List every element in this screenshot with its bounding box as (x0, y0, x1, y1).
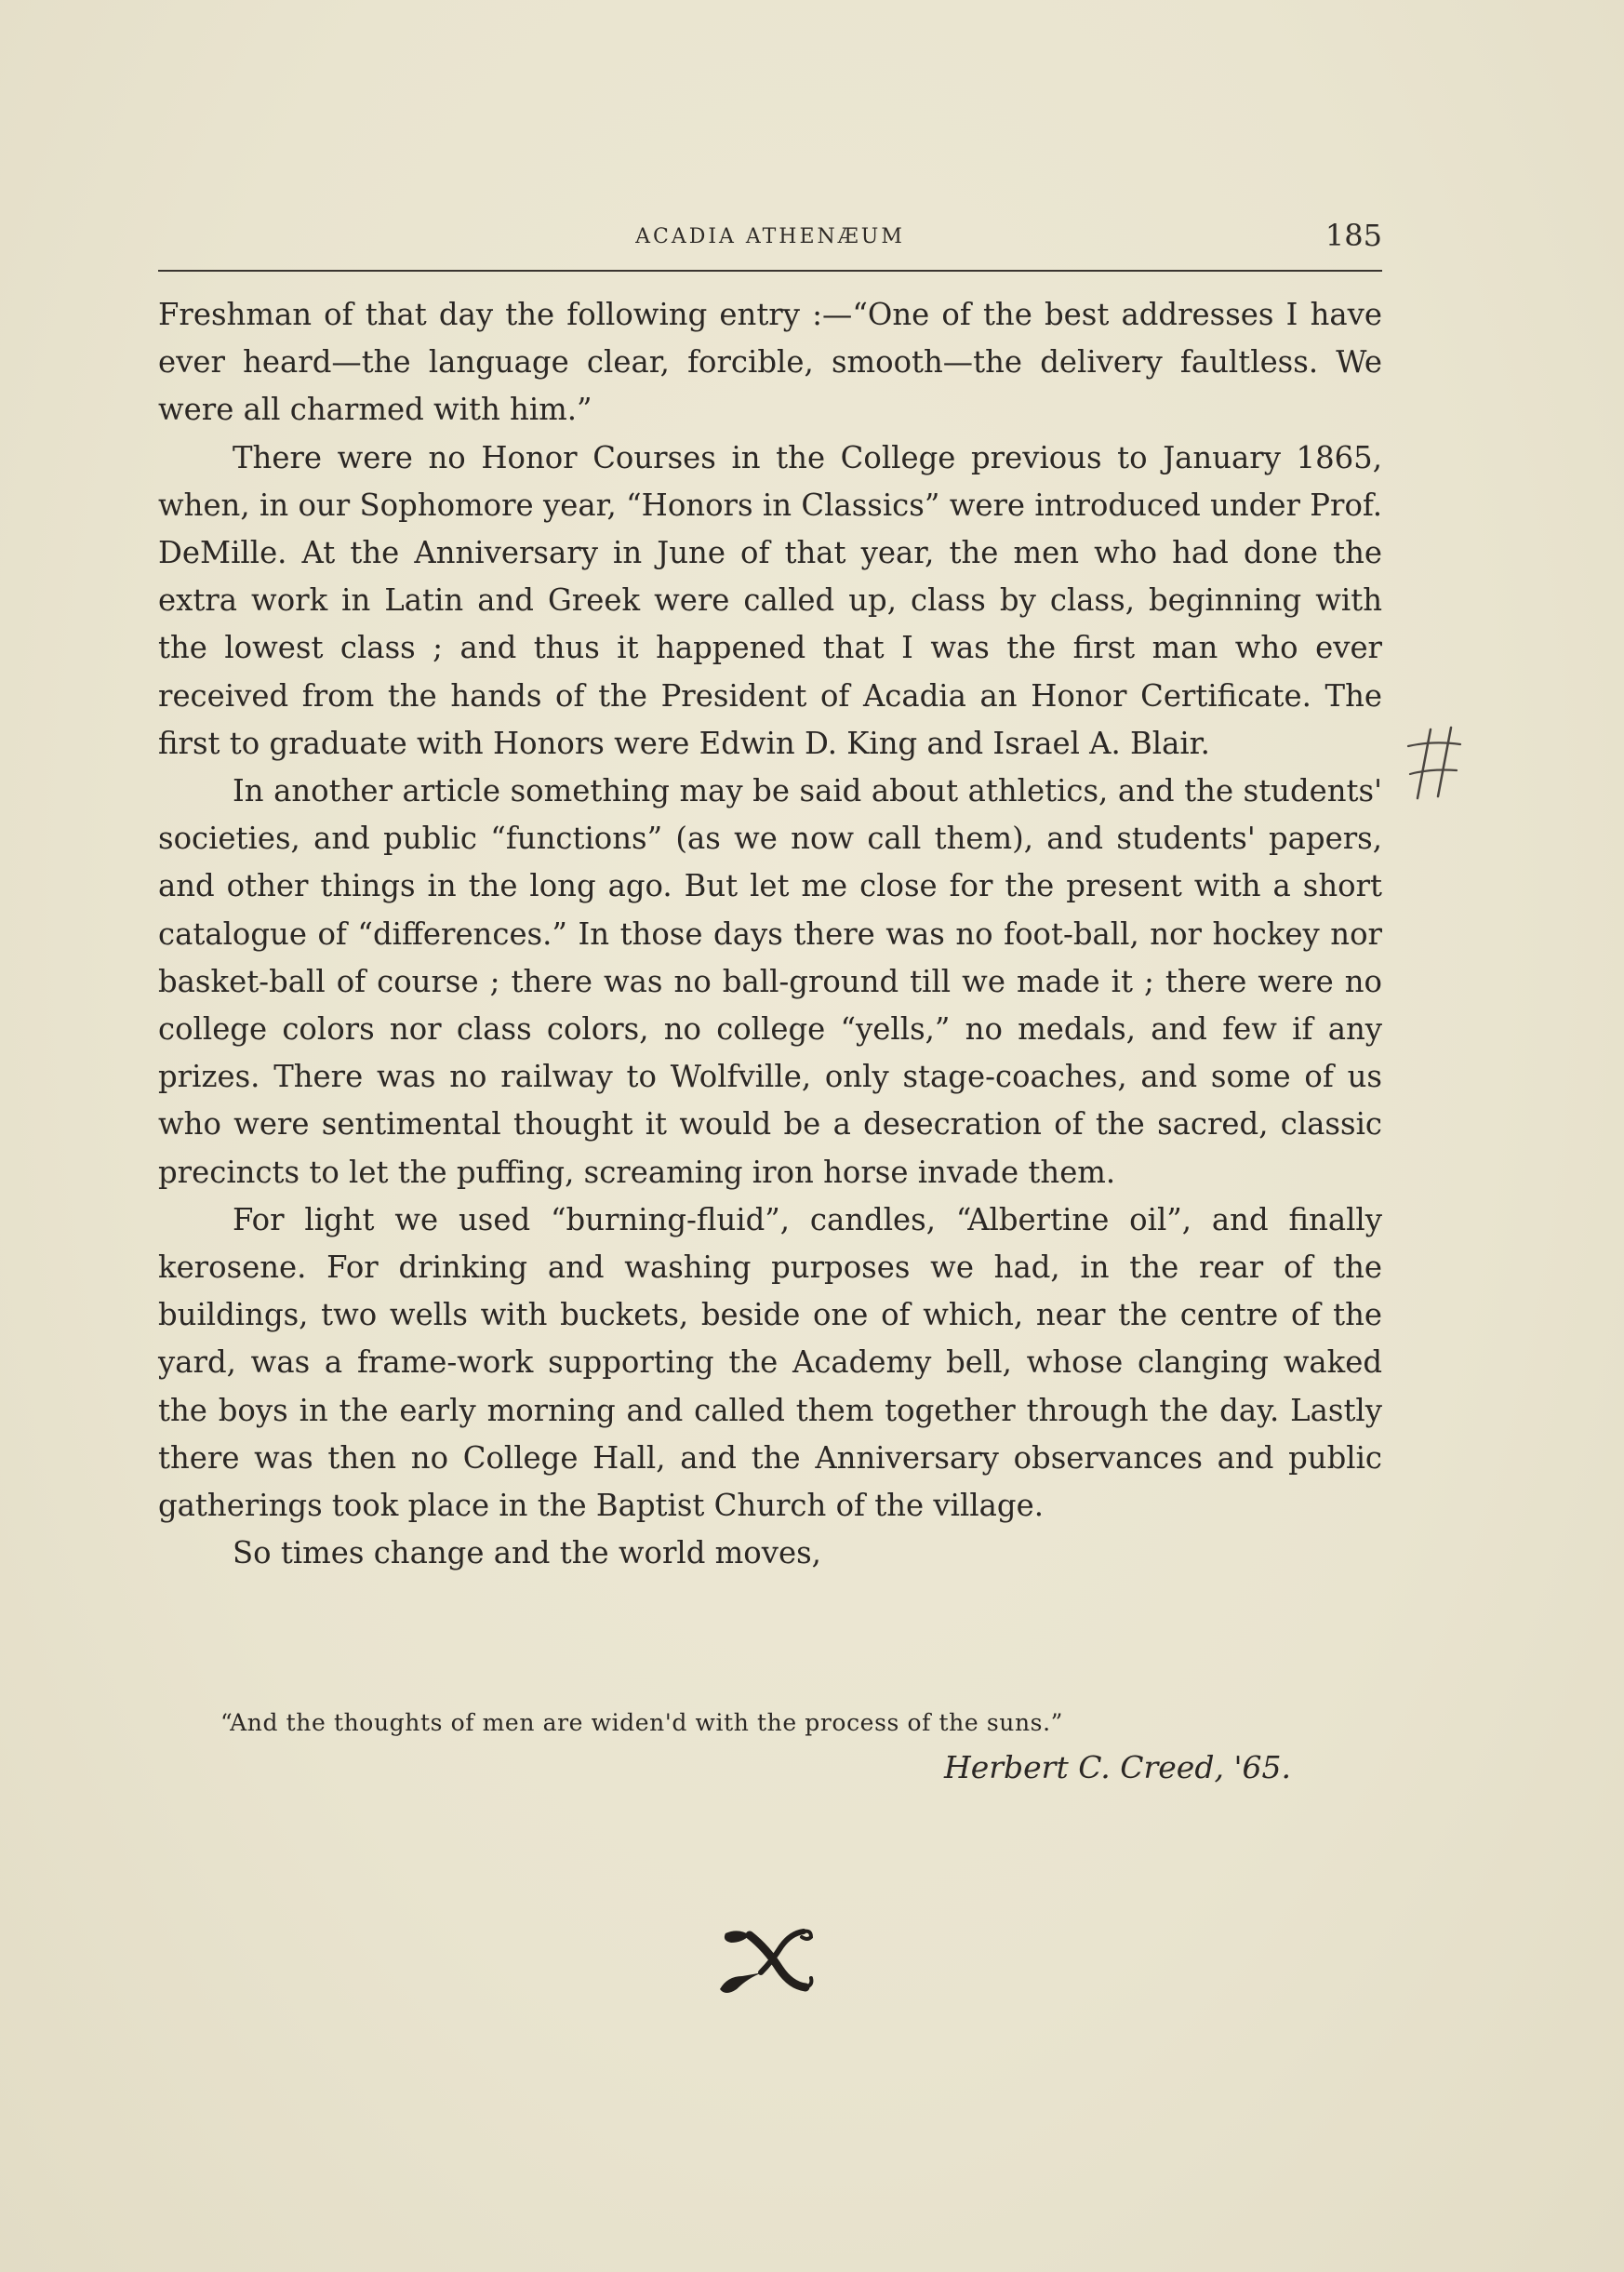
paragraph-2: There were no Honor Courses in the College previous to January 1865, when, in our Sophomore year, “Honors in Classics” were introduced under Prof. DeMille. At the Anniversary in June of that year, the men who had done the extra work in Latin and Greek were called up, class by class, beginning with the lowest class ; and thus it happened that I was the first man who ever received from the hands of the President of Acadia an Honor Certificate. The first to graduate with Honors were Edwin D. King and Israel A. Blair. (158, 439, 1382, 761)
page-number: 185 (1324, 218, 1382, 253)
paragraph-3: In another article something may be said about athletics, and the students' societies, and public “functions” (as we now call them), and students' papers, and other things in the long ago. But let me close for the present with a short catalogue of “differences.” In those days there was no foot-ball, nor hockey nor basket-ball of course ; there was no ball-ground till we made it ; there were no college colors nor class colors, no college “yells,” no medals, and few if any prizes. There was no railway to Wolfville, only stage-coaches, and some of us who were sentimental thought it would be a desecration of the sacred, classic precincts to let the puffing, screaming iron horse invade them. (158, 773, 1382, 1190)
handwritten-margin-mark-icon (1404, 716, 1470, 809)
paragraph-5: So times change and the world moves, (233, 1535, 821, 1571)
paragraph-4: For light we used “burning-fluid”, candles, “Albertine oil”, and finally kerosene. For drinking and washing purposes we had, in the rear of the buildings, two wells with buckets, beside one of which, near the centre of the yard, was a frame-work supporting the Academy bell, whose clanging waked the boys in the early morning and called them together through the day. Lastly there was then no College Hall, and the Anniversary observances and public gatherings took place in the Baptist Church of the village. (158, 1201, 1382, 1524)
author-signature: Herbert C. Creed, '65. (943, 1749, 1291, 1785)
verse-quote: “And the thoughts of men are widen'd with the process of the suns.” (220, 1709, 1064, 1736)
fleuron-ornament-icon (714, 1924, 817, 2000)
paragraph-1: Freshman of that day the following entry :—“One of the best addresses I have ever heard—the language clear, forcible, smooth—the delivery faultless. We were all charmed with him.” (158, 297, 1382, 428)
body-text (158, 291, 1382, 1577)
page-header (158, 218, 1382, 272)
running-head: ACADIA ATHENÆUM (635, 225, 905, 248)
